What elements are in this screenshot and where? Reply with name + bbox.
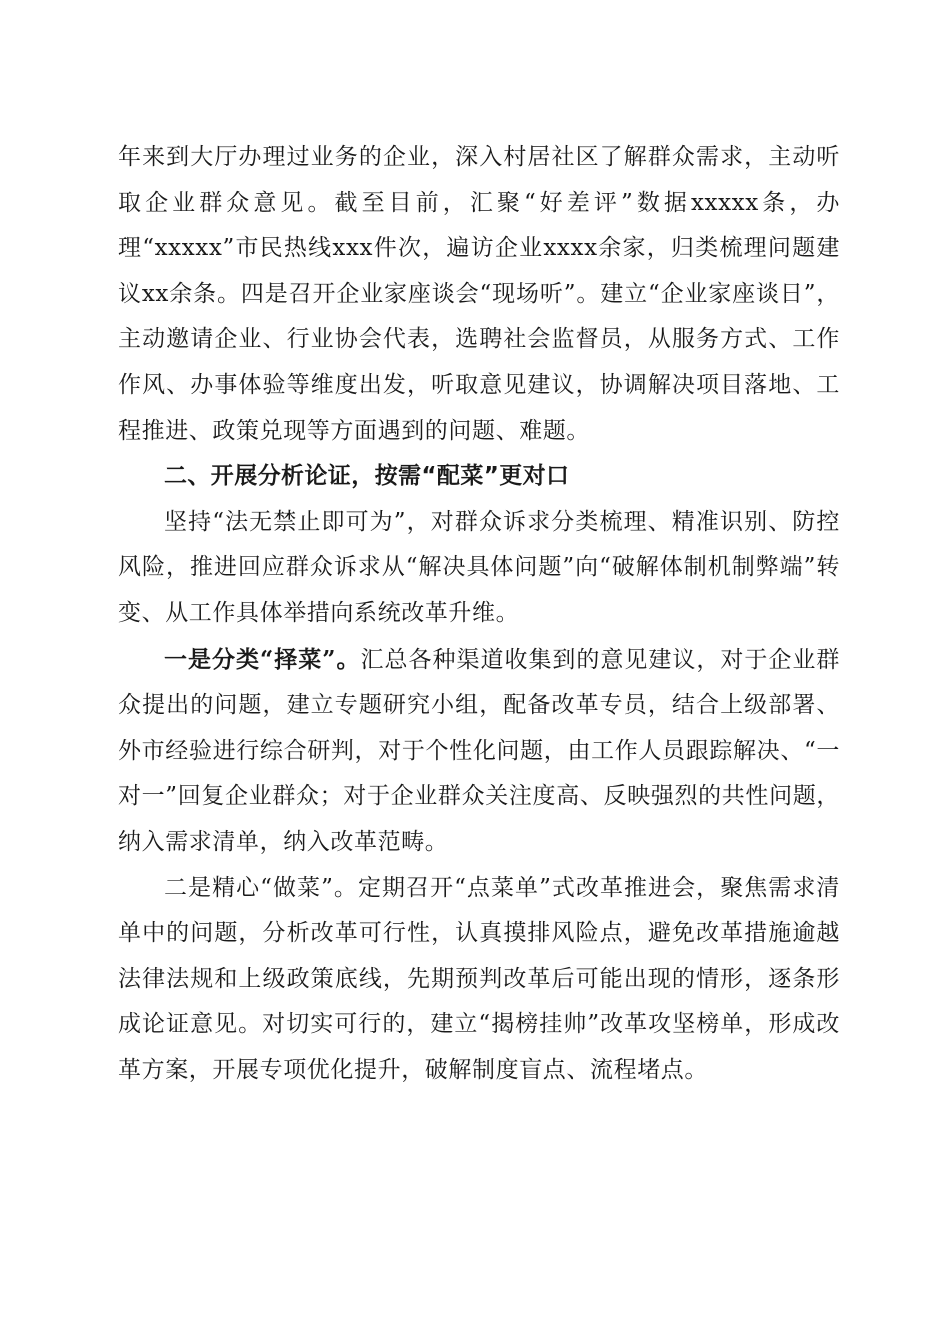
paragraph-continued: 年来到大厅办理过业务的企业，深入村居社区了解群众需求，主动听取企业群众意见。截至目前，汇聚“好差评”数据xxxxx条，办理“xxxxx”市民热线xxx件次，遍访企业xxxx余家，归类梳理问题建议xx余条。四是召开企业家座谈会“现场听”。建立“企业家座谈日”，主动邀请企业、行业协会代表，选聘社会监督员，从服务方式、工作作风、办事体验等维度出发，听取意见建议，协调解决项目落地、工程推进、政策兑现等方面遇到的问题、难题。 bbox=[118, 144, 840, 444]
section-heading-2: 二、开展分析论证，按需“配菜”更对口 bbox=[164, 463, 570, 490]
document-body bbox=[118, 135, 840, 1093]
paragraph-cook-dishes bbox=[118, 866, 840, 1094]
paragraph-body-sort-dishes: 汇总各种渠道收集到的意见建议，对于企业群众提出的问题，建立专题研究小组，配备改革专员，结合上级部署、外市经验进行综合研判，对于个性化问题，由工作人员跟踪解决、“一对一”回复企业群众；对于企业群众关注度高、反映强烈的共性问题，纳入需求清单，纳入改革范畴。 bbox=[118, 646, 841, 855]
paragraph-lead-sort-dishes: 一是分类“择菜”。 bbox=[164, 645, 361, 673]
paragraph-sort-dishes bbox=[118, 637, 840, 866]
paragraph-lead-cook-dishes: 二是精心“做菜”。 bbox=[164, 874, 358, 901]
paragraph-body-cook-dishes: 定期召开“点菜单”式改革推进会，聚焦需求清单中的问题，分析改革可行性，认真摸排风险点，避免改革措施逾越法律法规和上级政策底线，先期预判改革后可能出现的情形，逐条形成论证意见。对切实可行的，建立“揭榜挂帅”改革攻坚榜单，形成改革方案，开展专项优化提升，破解制度盲点、流程堵点。 bbox=[118, 874, 840, 1083]
paragraph-section-2-intro: 坚持“法无禁止即可为”，对群众诉求分类梳理、精准识别、防控风险，推进回应群众诉求从“解决具体问题”向“破解体制机制弊端”转变、从工作具体举措向系统改革升维。 bbox=[118, 508, 840, 626]
